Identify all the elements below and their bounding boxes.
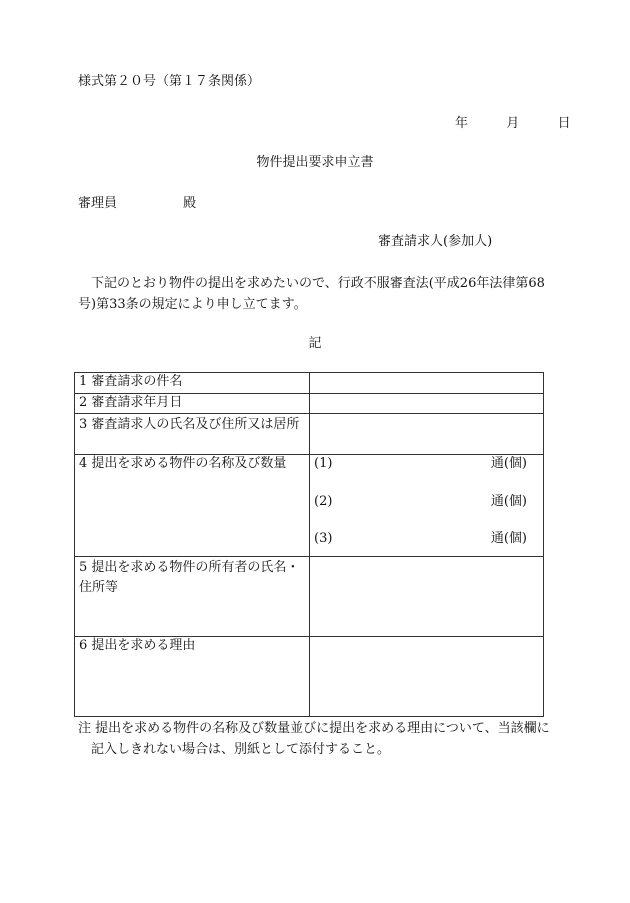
quantity-unit: 通(個) (490, 493, 527, 509)
table-row (75, 455, 544, 557)
quantity-unit: 通(個) (490, 531, 527, 547)
row-label-case-name: 1 審査請求の件名 (75, 373, 310, 394)
row-value-requester-address[interactable] (310, 414, 544, 455)
body-text: 下記のとおり物件の提出を求めたいので、行政不服審査法(平成26年法律第68号)第33条の規定により申し立てます。 (78, 276, 545, 312)
table-row (75, 373, 544, 394)
date-day: 日 (557, 116, 571, 131)
row-label-reason: 6 提出を求める理由 (75, 637, 310, 717)
ki-heading: 記 (308, 336, 322, 351)
table-row (75, 414, 544, 455)
row-value-items[interactable] (310, 455, 544, 557)
quantity-num: (3) (314, 531, 333, 547)
addressee-name: 審理員 (78, 196, 118, 211)
page-title: 物件提出要求申立書 (256, 155, 374, 170)
addressee-honorific: 殿 (183, 196, 197, 211)
table-row (75, 394, 544, 414)
quantity-line (314, 456, 539, 472)
footnote-line-2: 記入しきれない場合は、別紙として添付すること。 (91, 742, 391, 757)
row-label-requester-address: 3 審査請求人の氏名及び住所又は居所 (75, 414, 310, 455)
quantity-line (314, 531, 539, 547)
row-value-case-name[interactable] (310, 373, 544, 394)
form-number: 様式第２０号（第１７条関係） (78, 74, 261, 89)
date-line (455, 116, 571, 132)
row-value-reason[interactable] (310, 637, 544, 717)
date-year: 年 (455, 116, 469, 131)
table-row (75, 637, 544, 717)
table-row (75, 557, 544, 637)
quantity-num: (1) (314, 456, 333, 471)
footnote (78, 718, 552, 760)
row-value-owner[interactable] (310, 557, 544, 637)
quantity-line (314, 494, 539, 510)
row-label-items: 4 提出を求める物件の名称及び数量 (75, 455, 310, 557)
row-label-owner: 5 提出を求める物件の所有者の氏名・住所等 (75, 557, 310, 637)
row-label-request-date: 2 審査請求年月日 (75, 394, 310, 414)
addressee (78, 196, 196, 212)
row-value-request-date[interactable] (310, 394, 544, 414)
quantity-num: (2) (314, 493, 333, 509)
requester-label: 審査請求人(参加人) (378, 234, 493, 249)
quantity-unit: 通(個) (490, 456, 527, 471)
request-table (74, 372, 544, 717)
date-month: 月 (506, 116, 520, 131)
footnote-line-1: 注 提出を求める物件の名称及び数量並びに提出を求める理由について、当該欄に (78, 721, 550, 736)
